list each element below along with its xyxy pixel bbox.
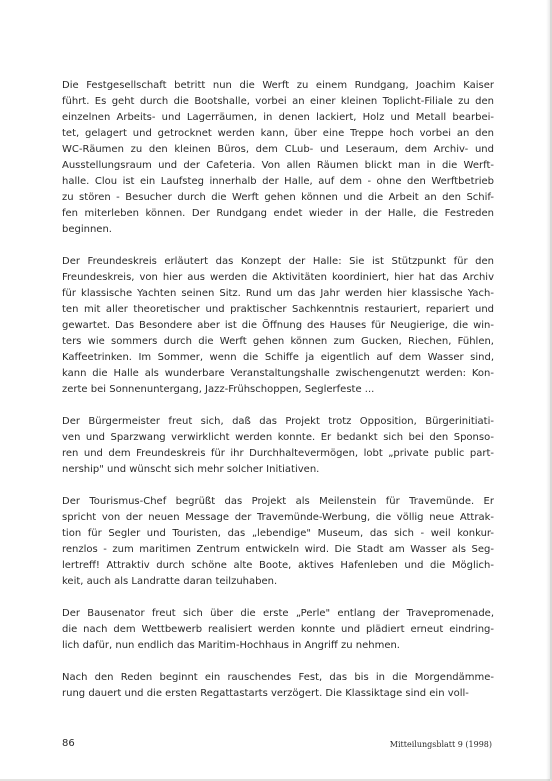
text-line: fen miterleben können. Der Rundgang endet wieder in der Halle, die Festreden — [62, 208, 494, 219]
page-number: 86 — [62, 738, 75, 749]
text-line: tet, gelagert und getrocknet werden kann, über eine Treppe hoch vorbei an den — [62, 128, 494, 139]
text-line: ters wie sommers durch die Werft gehen können zum Gucken, Riechen, Fühlen, — [62, 336, 494, 347]
paragraph — [62, 78, 494, 238]
paragraph — [62, 414, 494, 478]
text-line: zu stören - Besucher durch die Werft gehen können und die Arbeit an den Schif- — [62, 192, 494, 203]
paragraph — [62, 606, 494, 654]
text-line: Ausstellungsraum und der Cafeteria. Von allen Räumen blickt man in die Werft- — [62, 160, 494, 171]
article-body — [62, 78, 494, 718]
text-line: für klassische Yachten seinen Sitz. Rund um das Jahr werden hier klassische Yach- — [62, 288, 494, 299]
text-line: Kaffeetrinken. Im Sommer, wenn die Schiffe ja eigentlich auf dem Wasser sind, — [62, 352, 494, 363]
text-line: einzelnen Arbeits- und Lagerräumen, in denen lackiert, Holz und Metall bearbei- — [62, 112, 494, 123]
publication-footer: Mitteilungsblatt 9 (1998) — [389, 740, 492, 749]
text-line: Der Bausenator freut sich über die erste „Perle" entlang der Travepromenade, — [62, 608, 494, 619]
text-line: kann die Halle als wunderbare Veranstaltungshalle zwischengenutzt werden: Kon- — [62, 368, 494, 379]
text-line: tion für Segler und Touristen, das „lebendige" Museum, das sich - weil konkur- — [62, 528, 494, 539]
text-line: spricht von der neuen Message der Travemünde-Werbung, die völlig neue Attrak- — [62, 512, 494, 523]
text-line: keit, auch als Landratte daran teilzuhaben. — [62, 576, 278, 587]
text-line: ten mit aller theoretischer und praktischer Sachkenntnis restauriert, repariert und — [62, 304, 494, 315]
text-line: ven und Sparzwang verwirklicht werden konnte. Er bedankt sich bei den Sponso- — [62, 432, 494, 443]
text-line: ren und dem Freundeskreis für ihr Durchhaltevermögen, lobt „private public part- — [62, 448, 494, 459]
paragraph — [62, 494, 494, 590]
text-line: Der Bürgermeister freut sich, daß das Projekt trotz Opposition, Bürgerinitiati- — [62, 416, 494, 427]
text-line: führt. Es geht durch die Bootshalle, vorbei an einer kleinen Toplicht-Filiale zu den — [62, 96, 494, 107]
text-line: die nach dem Wettbewerb realisiert werden konnte und plädiert erneut eindring- — [62, 624, 494, 635]
text-line: WC-Räumen zu den kleinen Büros, dem CLub- und Leseraum, dem Archiv- und — [62, 144, 494, 155]
page-edge-shadow — [546, 0, 550, 781]
paragraph — [62, 254, 494, 398]
text-line: Nach den Reden beginnt ein rauschendes Fest, das bis in die Morgendämme- — [62, 672, 494, 683]
text-line: gewartet. Das Besondere aber ist die Öffnung des Hauses für Neugierige, die win- — [62, 320, 494, 331]
paragraph — [62, 670, 494, 702]
text-line: Der Tourismus-Chef begrüßt das Projekt als Meilenstein für Travemünde. Er — [62, 496, 494, 507]
text-line: zerte bei Sonnenuntergang, Jazz-Frühschoppen, Seglerfeste ... — [62, 384, 375, 395]
text-line: halle. Clou ist ein Laufsteg innerhalb der Halle, auf dem - ohne den Werftbetrieb — [62, 176, 494, 187]
text-line: rung dauert und die ersten Regattastarts verzögert. Die Klassiktage sind ein voll- — [62, 688, 469, 699]
text-line: Der Freundeskreis erläutert das Konzept der Halle: Sie ist Stützpunkt für den — [62, 256, 494, 267]
text-line: Freundeskreis, von hier aus werden die Aktivitäten koordiniert, hier hat das Archiv — [62, 272, 494, 283]
text-line: lertreff! Attraktiv durch schöne alte Boote, aktives Hafenleben und die Möglich- — [62, 560, 494, 571]
text-line: nership" und wünscht sich mehr solcher Initiativen. — [62, 464, 320, 475]
text-line: lich dafür, nun endlich das Maritim-Hochhaus in Angriff zu nehmen. — [62, 640, 400, 651]
text-line: renzlos - zum maritimen Zentrum entwickeln wird. Die Stadt am Wasser als Seg- — [62, 544, 494, 555]
text-line: Die Festgesellschaft betritt nun die Werft zu einem Rundgang, Joachim Kaiser — [62, 80, 494, 91]
text-line: beginnen. — [62, 224, 112, 235]
